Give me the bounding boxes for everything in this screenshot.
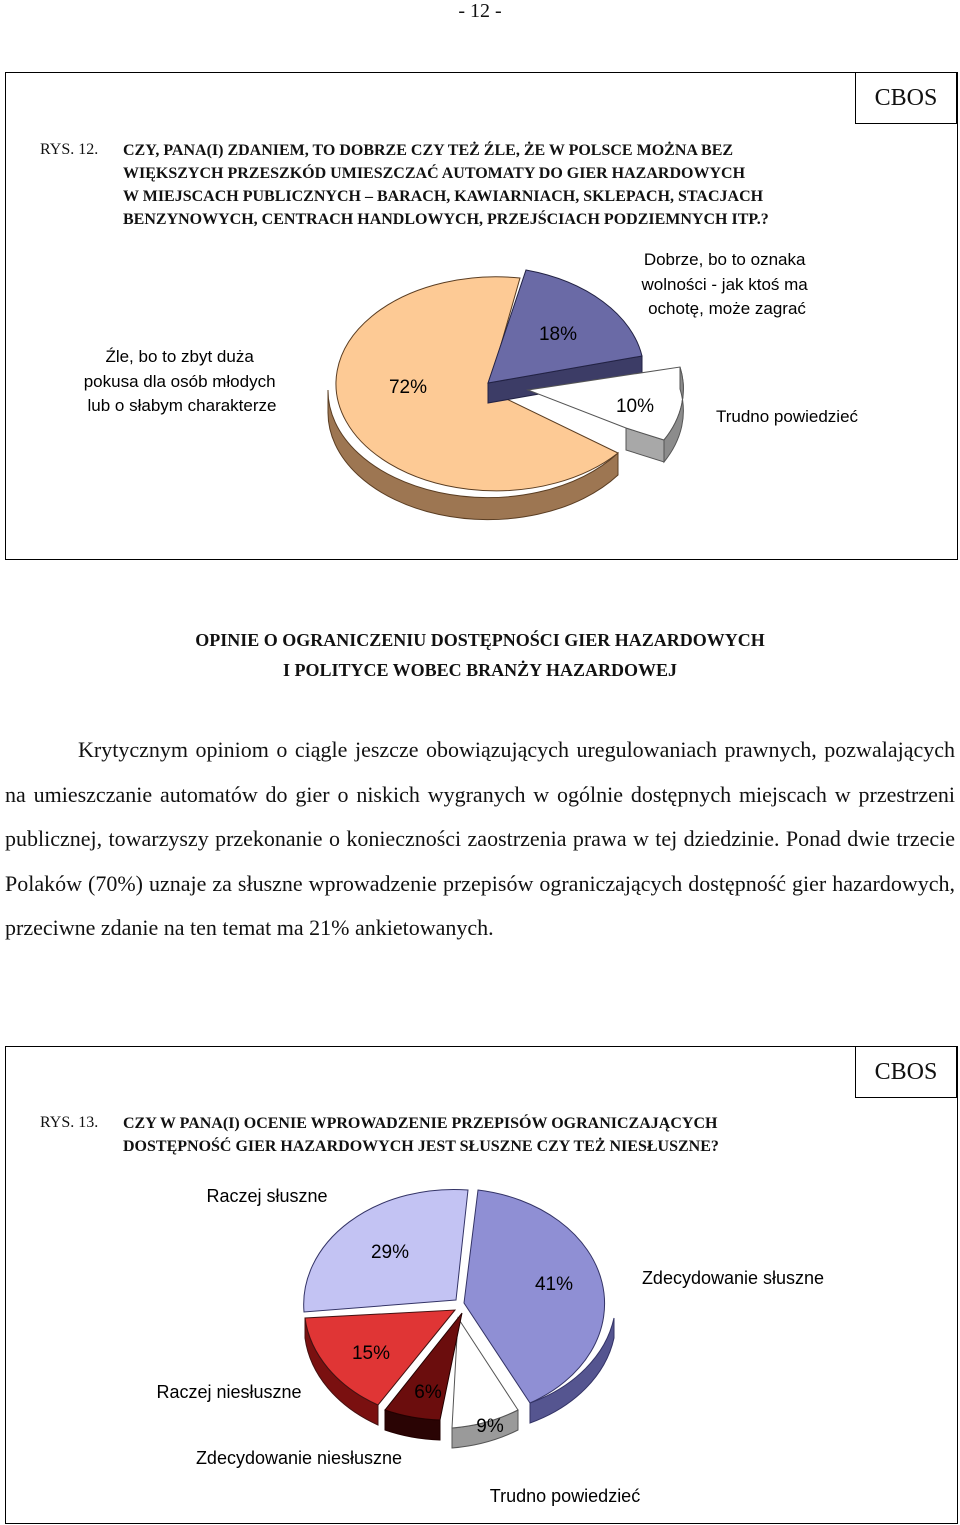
section-title-line: OPINIE O OGRANICZENIU DOSTĘPNOŚCI GIER HAZARDOWYCH <box>195 630 765 650</box>
category-label-line: pokusa dla osób młodych <box>83 372 276 391</box>
figure-title-line: DOSTĘPNOŚĆ GIER HAZARDOWYCH JEST SŁUSZNE CZY TEŻ NIESŁUSZNE? <box>123 1138 719 1155</box>
category-label: Trudno powiedzieć <box>489 1486 641 1506</box>
category-label-line: wolności - jak ktoś ma <box>641 275 808 294</box>
section-title-line: I POLITYCE WOBEC BRANŻY HAZARDOWEJ <box>282 660 678 680</box>
category-label: Zdecydowanie niesłuszne <box>195 1448 403 1468</box>
category-label: Raczej słuszne <box>206 1186 328 1206</box>
figure-title-line: W MIEJSCACH PUBLICZNYCH – BARACH, KAWIARNIACH, SKLEPACH, STACJACH <box>123 188 764 205</box>
figure-title-line: BENZYNOWYCH, CENTRACH HANDLOWYCH, PRZEJŚCIACH PODZIEMNYCH ITP.? <box>123 211 769 228</box>
figure-label: RYS. 13. <box>40 1114 99 1131</box>
body-paragraph: Krytycznym opiniom o ciągle jeszcze obowiązujących uregulowaniach prawnych, pozwalających na umieszczanie automatów do gier o niskich wygranych w ogólnie dostępnych miejscach w przestrzeni publicznej, towarzyszy przekonanie o konieczności zaostrzenia prawa w tej dziedzinie. Ponad dwie trzecie Polaków (70%) uznaje za słuszne wprowadzenie przepisów ograniczających dostępność gier hazardowych, przeciwne zdanie na ten temat ma 21% ankietowanych. <box>5 737 955 940</box>
category-label-line: Dobrze, bo to oznaka <box>643 250 806 269</box>
data-label-29: 29% <box>370 1242 410 1263</box>
data-label-72: 72% <box>388 377 428 398</box>
data-label-41: 41% <box>534 1274 574 1295</box>
data-label-9: 9% <box>476 1416 504 1437</box>
data-label-18: 18% <box>538 324 578 345</box>
figure-title-line: CZY, PANA(I) ZDANIEM, TO DOBRZE CZY TEŻ ŹLE, ŻE W POLSCE MOŻNA BEZ <box>123 142 734 159</box>
cbos-badge: CBOS <box>855 1046 957 1098</box>
category-label: Zdecydowanie słuszne <box>641 1268 825 1288</box>
figure-label: RYS. 12. <box>40 141 99 158</box>
cbos-badge: CBOS <box>855 72 957 124</box>
category-label-line: ochotę, może zagrać <box>648 299 806 318</box>
category-label-trudno: Trudno powiedzieć <box>715 407 859 426</box>
category-label-line: Źle, bo to zbyt duża <box>105 347 254 366</box>
figure-title-line: CZY W PANA(I) OCENIE WPROWADZENIE PRZEPISÓW OGRANICZAJĄCYCH <box>123 1115 718 1132</box>
page-number: - 12 - <box>458 0 502 22</box>
data-label-15: 15% <box>351 1343 391 1364</box>
data-label-10: 10% <box>615 396 655 417</box>
data-label-6: 6% <box>414 1382 442 1403</box>
figure-title-line: WIĘKSZYCH PRZESZKÓD UMIESZCZAĆ AUTOMATY DO GIER HAZARDOWYCH <box>123 165 746 182</box>
category-label-line: lub o słabym charakterze <box>87 396 277 415</box>
category-label: Raczej niesłuszne <box>156 1382 302 1402</box>
